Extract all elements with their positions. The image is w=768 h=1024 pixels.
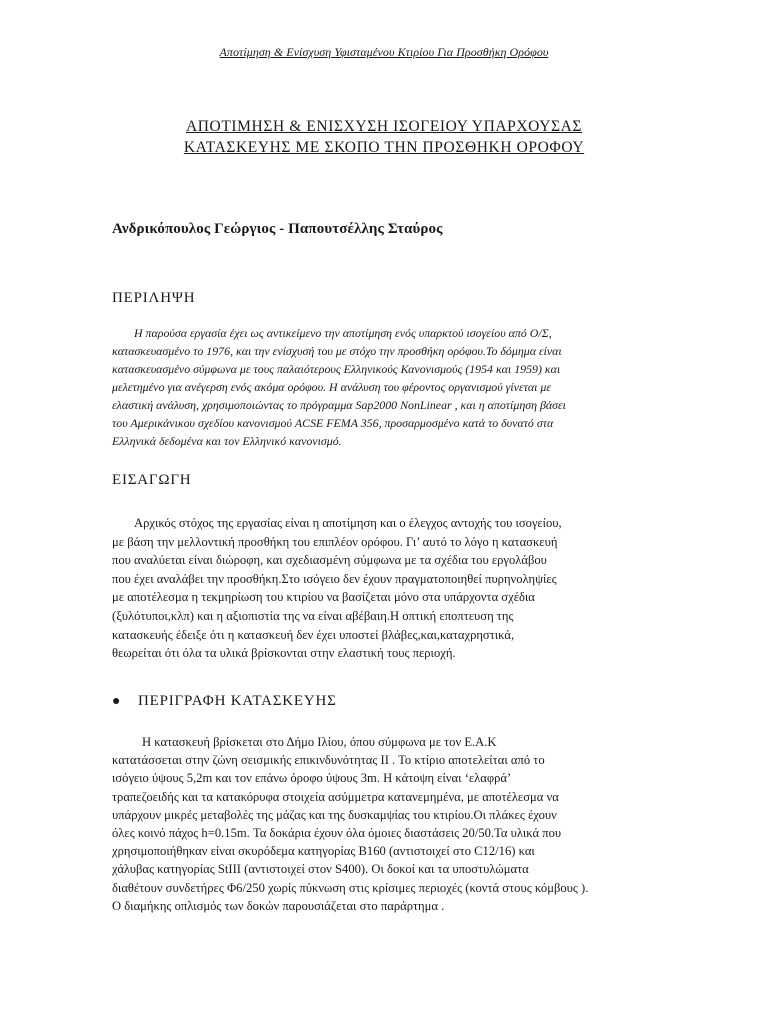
- description-line: διαθέτουν συνδετήρες Φ6/250 χωρίς πύκνωση στις κρίσιμες περιοχές (κοντά στους κόμβους ).: [112, 880, 589, 895]
- abstract-line: κατασκευασμένο σύμφωνα με τους παλαιότερους Ελληνικούς Κανονισμούς (1954 και 1959) και: [112, 362, 561, 376]
- description-line: Ο διαμήκης οπλισμός των δοκών παρουσιάζεται στο παράρτημα .: [112, 898, 445, 913]
- abstract-line: Ελληνικά δεδομένα και τον Ελληνικό κανονισμό.: [112, 434, 342, 448]
- paper-title: [0, 116, 768, 158]
- description-paragraph: [112, 733, 652, 915]
- abstract-paragraph: [112, 324, 652, 450]
- introduction-line: που αναλύεται είναι διώροφη, και σχεδιασμένη σύμφωνα με τα σχέδια του εργολάβου: [112, 553, 547, 568]
- introduction-line: (ξυλότυποι,κλπ) και η αξιοπιστία της να είναι αβέβαιη.Η οπτική εποπτευση της: [112, 608, 514, 623]
- description-line: χάλυβας κατηγορίας StIII (αντιστοιχεί στον S400). Οι δοκοί και τα υποστυλώματα: [112, 862, 529, 877]
- description-heading: ΠΕΡΙΓΡΑΦΗ ΚΑΤΑΣΚΕΥΗΣ: [138, 693, 337, 709]
- description-heading-row: [112, 693, 337, 710]
- introduction-line: κατασκευής έδειξε ότι η κατασκευή δεν έχει υποστεί βλάβες,και,καταχρηστικά,: [112, 627, 515, 642]
- introduction-line: θεωρείται ότι όλα τα υλικά βρίσκονται στην ελαστική τους περιοχή.: [112, 646, 456, 661]
- authors: Ανδρικόπουλος Γεώργιος - Παπουτσέλλης Σταύρος: [112, 221, 443, 237]
- abstract-line: κατασκευασμένο το 1976, και την ενίσχυσή του με στόχο την προσθήκη ορόφου.Το δόμημα είναι: [112, 344, 562, 358]
- description-line: κατατάσσεται στην ζώνη σεισμικής επικινδυνότητας ΙΙ . Το κτίριο αποτελείται από το: [112, 753, 545, 768]
- introduction-line: Αρχικός στόχος της εργασίας είναι η αποτίμηση και ο έλεγχος αντοχής του ισογείου,: [134, 516, 562, 530]
- description-line: Η κατασκευή βρίσκεται στο Δήμο Ιλίου, όπου σύμφωνα με τον Ε.Α.Κ: [142, 735, 497, 749]
- abstract-line: μελετημένο για ανέγερση ενός ακόμα ορόφου. Η ανάλυση του φέροντος οργανισμού γίνεται με: [112, 380, 552, 394]
- title-line-1: ΑΠΟΤΙΜΗΣΗ & ΕΝΙΣΧΥΣΗ ΙΣΟΓΕΙΟΥ ΥΠΑΡΧΟΥΣΑΣ: [185, 118, 583, 135]
- abstract-line: ελαστική ανάλυση, χρησιμοποιώντας το πρόγραμμα Sap2000 NonLinear , και η αποτίμηση βάσει: [112, 398, 566, 412]
- abstract-line: Η παρούσα εργασία έχει ως αντικείμενο την αποτίμηση ενός υπαρκτού ισογείου από Ο/Σ,: [134, 326, 552, 340]
- bullet-icon: ●: [112, 694, 122, 709]
- running-header: Αποτίμηση & Ενίσχυση Υφισταμένου Κτιρίου Για Προσθήκη Ορόφου: [219, 45, 549, 59]
- introduction-line: με βάση την μελλοντική προσθήκη του επιπλέον ορόφου. Γι’ αυτό το λόγο η κατασκευή: [112, 534, 558, 549]
- introduction-heading: ΕΙΣΑΓΩΓΗ: [112, 472, 192, 488]
- description-line: ισόγειο ύψους 5,2m και τον επάνω όροφο ύψους 3m. Η κάτοψη είναι ‘ελαφρά’: [112, 771, 512, 786]
- introduction-line: που έχει αναλάβει την προσθήκη.Στο ισόγειο δεν έχουν πραγματοποιηθεί πυρηνοληψίες: [112, 571, 557, 586]
- description-line: τραπεζοειδής και τα κατακόρυφα στοιχεία ασύμμετρα κατανεμημένα, με αποτέλεσμα να: [112, 789, 559, 804]
- description-line: όλες κοινό πάχος h=0.15m. Τα δοκάρια έχουν όλα όμοιες διαστάσεις 20/50.Τα υλικά που: [112, 826, 562, 841]
- abstract-heading: ΠΕΡΙΛΗΨΗ: [112, 290, 196, 306]
- title-line-2: ΚΑΤΑΣΚΕΥΗΣ ΜΕ ΣΚΟΠΟ ΤΗΝ ΠΡΟΣΘΗΚΗ ΟΡΟΦΟΥ: [183, 139, 585, 156]
- description-line: υπάρχουν μικρές μεταβολές της μάζας και της δυσκαμψίας του κτιρίου.Οι πλάκες έχουν: [112, 807, 557, 822]
- introduction-line: με αποτέλεσμα η τεκμηρίωση του κτιρίου να βασίζεται μόνο στα υπάρχοντα σχέδια: [112, 590, 535, 605]
- introduction-paragraph: [112, 514, 652, 663]
- abstract-line: του Αμερικάνικου σχεδίου κανονισμού ACSE FEMA 356, προσαρμοσμένο κατά το δυνατό στα: [112, 416, 554, 430]
- description-line: χρησιμοποιήθηκαν είναι σκυρόδεμα κατηγορίας Β160 (αντιστοιχεί στο C12/16) και: [112, 844, 535, 859]
